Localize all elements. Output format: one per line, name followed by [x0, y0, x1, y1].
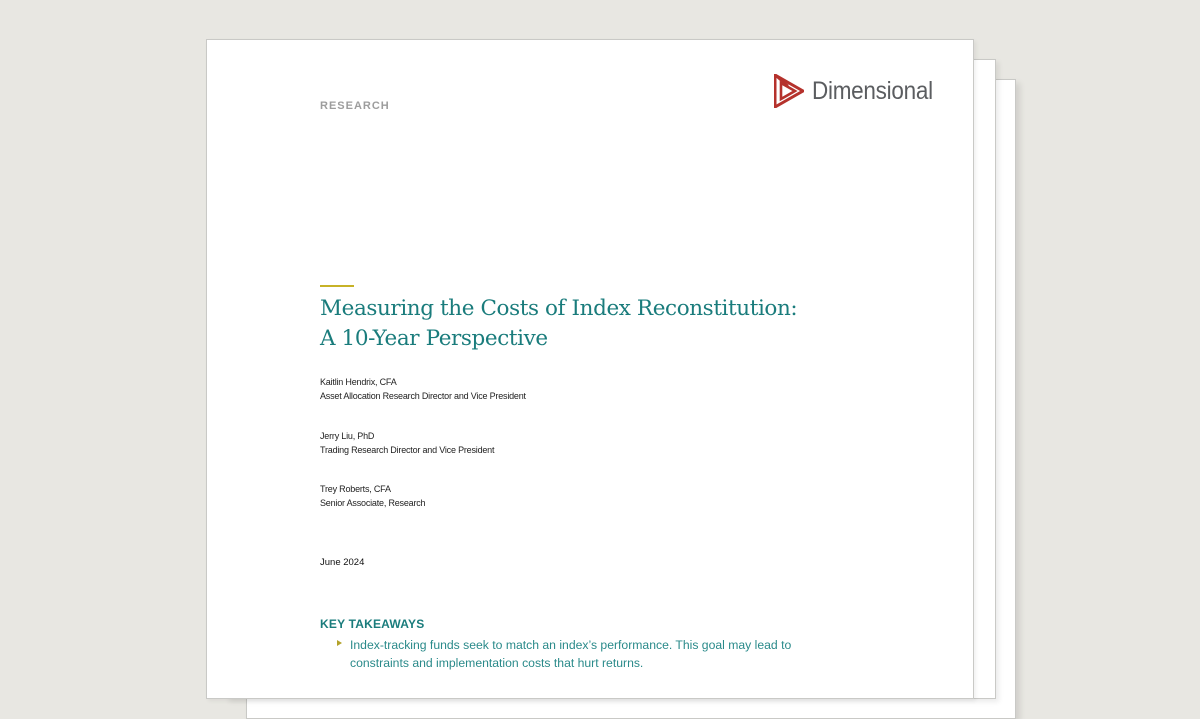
author-block	[320, 429, 494, 457]
brand-logo	[774, 73, 946, 109]
title-accent-line	[320, 285, 354, 287]
author-block	[320, 375, 526, 403]
author-role: Asset Allocation Research Director and Vice President	[320, 391, 526, 401]
publication-date: June 2024	[320, 557, 365, 568]
author-name: Jerry Liu, PhD	[320, 431, 375, 441]
author-role: Senior Associate, Research	[320, 498, 426, 508]
author-block	[320, 482, 425, 510]
key-takeaways-heading: KEY TAKEAWAYS	[320, 617, 425, 631]
triangle-bullet-icon	[337, 640, 342, 646]
title-line: A 10-Year Perspective	[320, 326, 548, 351]
brand-name: Dimensional	[812, 76, 933, 105]
section-label: RESEARCH	[320, 100, 390, 112]
author-name: Trey Roberts, CFA	[320, 484, 391, 494]
document-cover-page	[206, 39, 974, 699]
author-role: Trading Research Director and Vice President	[320, 445, 495, 455]
key-takeaway-item	[337, 636, 807, 672]
document-title	[320, 294, 840, 354]
title-line: Measuring the Costs of Index Reconstitution:	[320, 296, 798, 321]
dimensional-logo-icon	[774, 74, 804, 108]
key-takeaway-text: Index-tracking funds seek to match an index’s performance. This goal may lead to constraints and implementation costs that hurt returns.	[350, 638, 792, 670]
author-name: Kaitlin Hendrix, CFA	[320, 377, 397, 387]
